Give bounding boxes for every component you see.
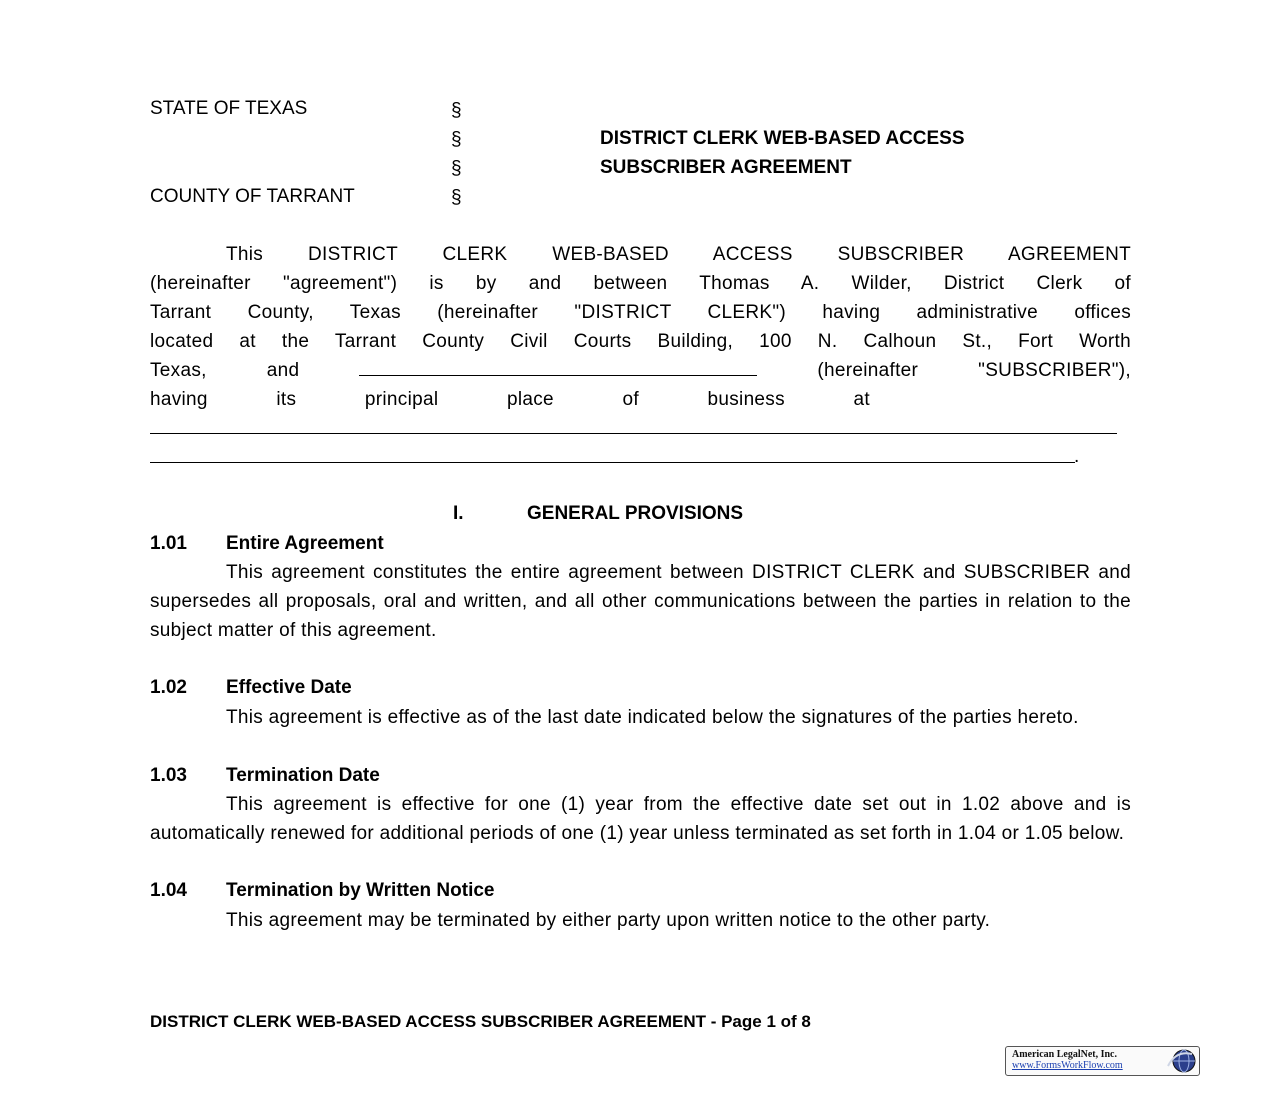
intro-line xyxy=(150,385,870,414)
caption-title-line1: DISTRICT CLERK WEB-BASED ACCESS xyxy=(600,128,965,149)
clause-title: Entire Agreement xyxy=(226,533,384,554)
clause-heading xyxy=(150,533,384,555)
intro-word: Texas, xyxy=(150,360,207,381)
clause-title: Termination by Written Notice xyxy=(226,880,495,901)
clause-text: This agreement constitutes the entire agreement between DISTRICT CLERK and SUBSCRIBER and supersedes all proposals, oral and written, and all other communications between the parties in relation to the subject matter of this agreement. xyxy=(150,562,1131,641)
address-blank-line xyxy=(150,461,1075,463)
section-symbol: § xyxy=(451,158,462,179)
clause-heading xyxy=(150,880,495,902)
intro-word: business xyxy=(707,389,785,410)
clause-text: This agreement is effective as of the last date indicated below the signatures of the parties hereto. xyxy=(226,707,1079,728)
clause-heading xyxy=(150,677,352,699)
clause-text: This agreement may be terminated by either party upon written notice to the other party. xyxy=(226,910,991,931)
address-blank-line xyxy=(150,432,1117,434)
intro-line: This DISTRICT CLERK WEB-BASED ACCESS SUBSCRIBER AGREEMENT xyxy=(226,244,1131,265)
globe-icon xyxy=(1166,1048,1196,1074)
intro-line: located at the Tarrant County Civil Courts Building, 100 N. Calhoun St., Fort Worth xyxy=(150,331,1131,352)
intro-word: of xyxy=(622,389,639,410)
clause-heading xyxy=(150,765,380,787)
clause-number: 1.01 xyxy=(150,533,187,554)
caption-title-line2: SUBSCRIBER AGREEMENT xyxy=(600,157,852,178)
section-title: GENERAL PROVISIONS xyxy=(527,503,744,524)
intro-paragraph xyxy=(150,240,1131,414)
intro-word: having xyxy=(150,389,208,410)
intro-word: "SUBSCRIBER"), xyxy=(978,360,1131,381)
publisher-badge[interactable] xyxy=(1005,1046,1200,1076)
address-end-mark: . xyxy=(1074,446,1080,467)
section-symbol: § xyxy=(451,129,462,150)
clause-number: 1.04 xyxy=(150,880,187,901)
caption-county: COUNTY OF TARRANT xyxy=(150,186,355,207)
intro-word: (hereinafter xyxy=(817,360,919,381)
section-number: I. xyxy=(453,503,464,524)
intro-word: place xyxy=(506,389,554,410)
intro-line: (hereinafter "agreement") is by and between Thomas A. Wilder, District Clerk of xyxy=(150,273,1131,294)
section-symbol: § xyxy=(451,187,462,208)
clause-number: 1.02 xyxy=(150,677,187,698)
section-symbol: § xyxy=(451,100,462,121)
intro-line: Tarrant County, Texas (hereinafter "DISTRICT CLERK") having administrative offices xyxy=(150,302,1131,323)
intro-line xyxy=(150,356,1131,385)
page-footer: DISTRICT CLERK WEB-BASED ACCESS SUBSCRIBER AGREEMENT - Page 1 of 8 xyxy=(150,1012,811,1031)
intro-word: at xyxy=(853,389,870,410)
clause-number: 1.03 xyxy=(150,765,187,786)
clause-title: Effective Date xyxy=(226,677,352,698)
intro-word: principal xyxy=(364,389,439,410)
section-heading xyxy=(453,503,743,525)
badge-url[interactable]: www.FormsWorkFlow.com xyxy=(1012,1060,1123,1071)
intro-word: its xyxy=(276,389,297,410)
subscriber-name-blank xyxy=(359,357,757,376)
badge-name: American LegalNet, Inc. xyxy=(1012,1049,1117,1060)
intro-word: and xyxy=(266,360,300,381)
clause-title: Termination Date xyxy=(226,765,380,786)
caption-state: STATE OF TEXAS xyxy=(150,98,308,119)
clause-text: This agreement is effective for one (1) year from the effective date set out in 1.02 above and is automatically renewed for additional periods of one (1) year unless terminated as set forth in 1.04 or 1.05 below. xyxy=(150,794,1131,844)
